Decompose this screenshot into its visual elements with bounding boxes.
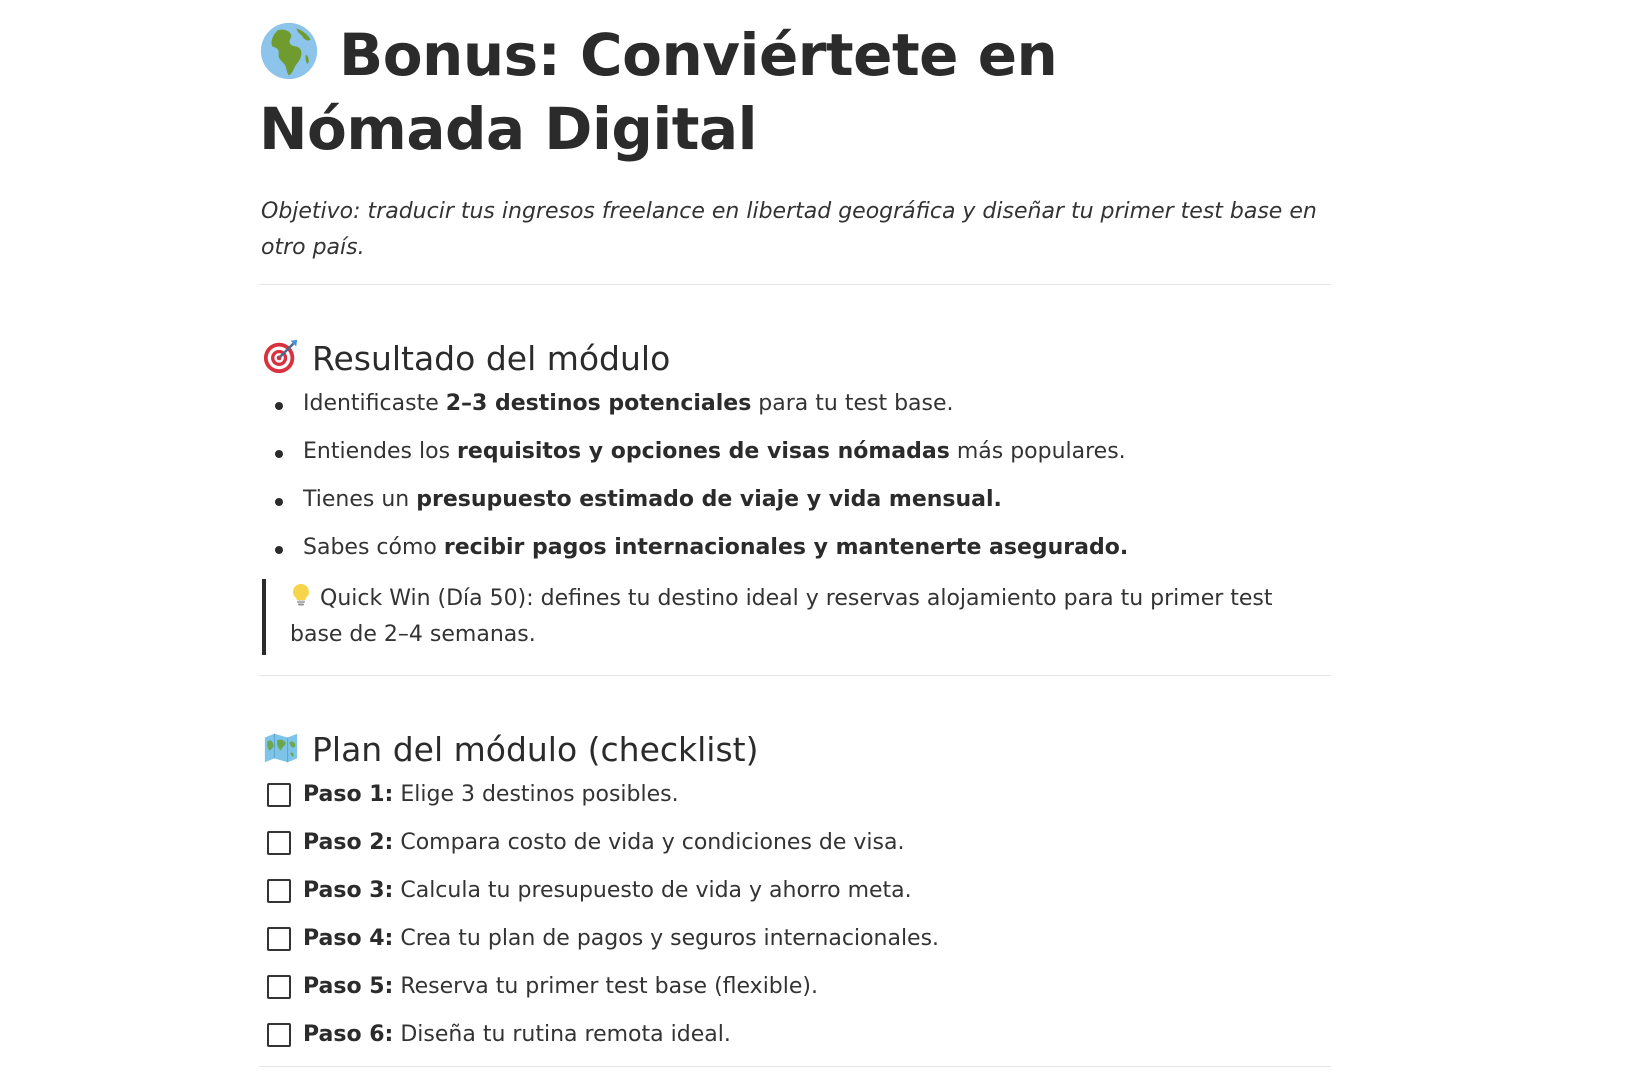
list-item-bold: recibir pagos internacionales y mantenerte asegurado. (443, 535, 1129, 560)
step-label: Paso 5: (303, 974, 394, 999)
list-item-suffix: más populares. (949, 439, 1126, 464)
list-item-prefix: Identificaste (303, 391, 446, 416)
step-label: Paso 1: (303, 782, 394, 807)
direct-hit-target-icon (262, 337, 300, 375)
checklist-item[interactable] (259, 970, 1331, 1004)
bullet-dot (275, 450, 283, 458)
list-item-bold: 2–3 destinos potenciales (445, 391, 752, 416)
list-item[interactable] (259, 387, 1331, 421)
step-text: Compara costo de vida y condiciones de visa. (393, 830, 905, 855)
list-item-bold: requisitos y opciones de visas nómadas (457, 439, 950, 464)
light-bulb-icon (290, 583, 312, 607)
divider (259, 1066, 1331, 1067)
checkbox[interactable] (267, 927, 291, 951)
checklist-item[interactable] (259, 1018, 1331, 1052)
page-content (259, 0, 1331, 1067)
step-text: Calcula tu presupuesto de vida y ahorro meta. (393, 878, 912, 903)
list-item[interactable] (259, 531, 1331, 565)
checkbox[interactable] (267, 831, 291, 855)
step-text: Crea tu plan de pagos y seguros internacionales. (393, 926, 940, 951)
step-label: Paso 2: (303, 830, 394, 855)
list-item-bold: presupuesto estimado de viaje y vida mensual. (416, 487, 1002, 512)
checklist-item[interactable] (259, 826, 1331, 860)
quick-win-quote[interactable] (262, 579, 1320, 655)
bullet-dot (275, 402, 283, 410)
result-section-heading[interactable] (262, 337, 1331, 379)
step-text: Elige 3 destinos posibles. (393, 782, 679, 807)
checklist-item[interactable] (259, 874, 1331, 908)
result-list (259, 387, 1331, 565)
globe-europe-africa-icon (259, 21, 319, 81)
objective-text[interactable]: Objetivo: traducir tus ingresos freelance en libertad geográfica y diseñar tu primer test base en otro país. (261, 199, 1317, 260)
checkbox[interactable] (267, 1023, 291, 1047)
divider (259, 675, 1331, 676)
checkbox[interactable] (267, 975, 291, 999)
bullet-dot (275, 546, 283, 554)
quick-win-text: Quick Win (Día 50): defines tu destino ideal y reservas alojamiento para tu primer test base de 2–4 semanas. (290, 586, 1273, 647)
list-item-prefix: Sabes cómo (303, 535, 444, 560)
list-item-suffix: para tu test base. (751, 391, 954, 416)
checklist-item[interactable] (259, 778, 1331, 812)
checklist-item[interactable] (259, 922, 1331, 956)
divider (259, 284, 1331, 285)
checkbox[interactable] (267, 783, 291, 807)
plan-section-heading[interactable] (262, 728, 1331, 770)
list-item-prefix: Entiendes los (303, 439, 458, 464)
list-item-prefix: Tienes un (303, 487, 417, 512)
page-title[interactable] (259, 18, 1331, 166)
plan-section-heading-text: Plan del módulo (checklist) (312, 730, 759, 769)
step-text: Reserva tu primer test base (flexible). (393, 974, 818, 999)
step-label: Paso 6: (303, 1022, 394, 1047)
page-title-text: Bonus: Conviértete en Nómada Digital (259, 21, 1058, 163)
step-label: Paso 3: (303, 878, 394, 903)
list-item[interactable] (259, 435, 1331, 469)
bullet-dot (275, 498, 283, 506)
list-item[interactable] (259, 483, 1331, 517)
world-map-icon (262, 728, 300, 766)
step-label: Paso 4: (303, 926, 394, 951)
result-section-heading-text: Resultado del módulo (312, 339, 671, 378)
plan-checklist (259, 778, 1331, 1052)
checkbox[interactable] (267, 879, 291, 903)
step-text: Diseña tu rutina remota ideal. (393, 1022, 731, 1047)
